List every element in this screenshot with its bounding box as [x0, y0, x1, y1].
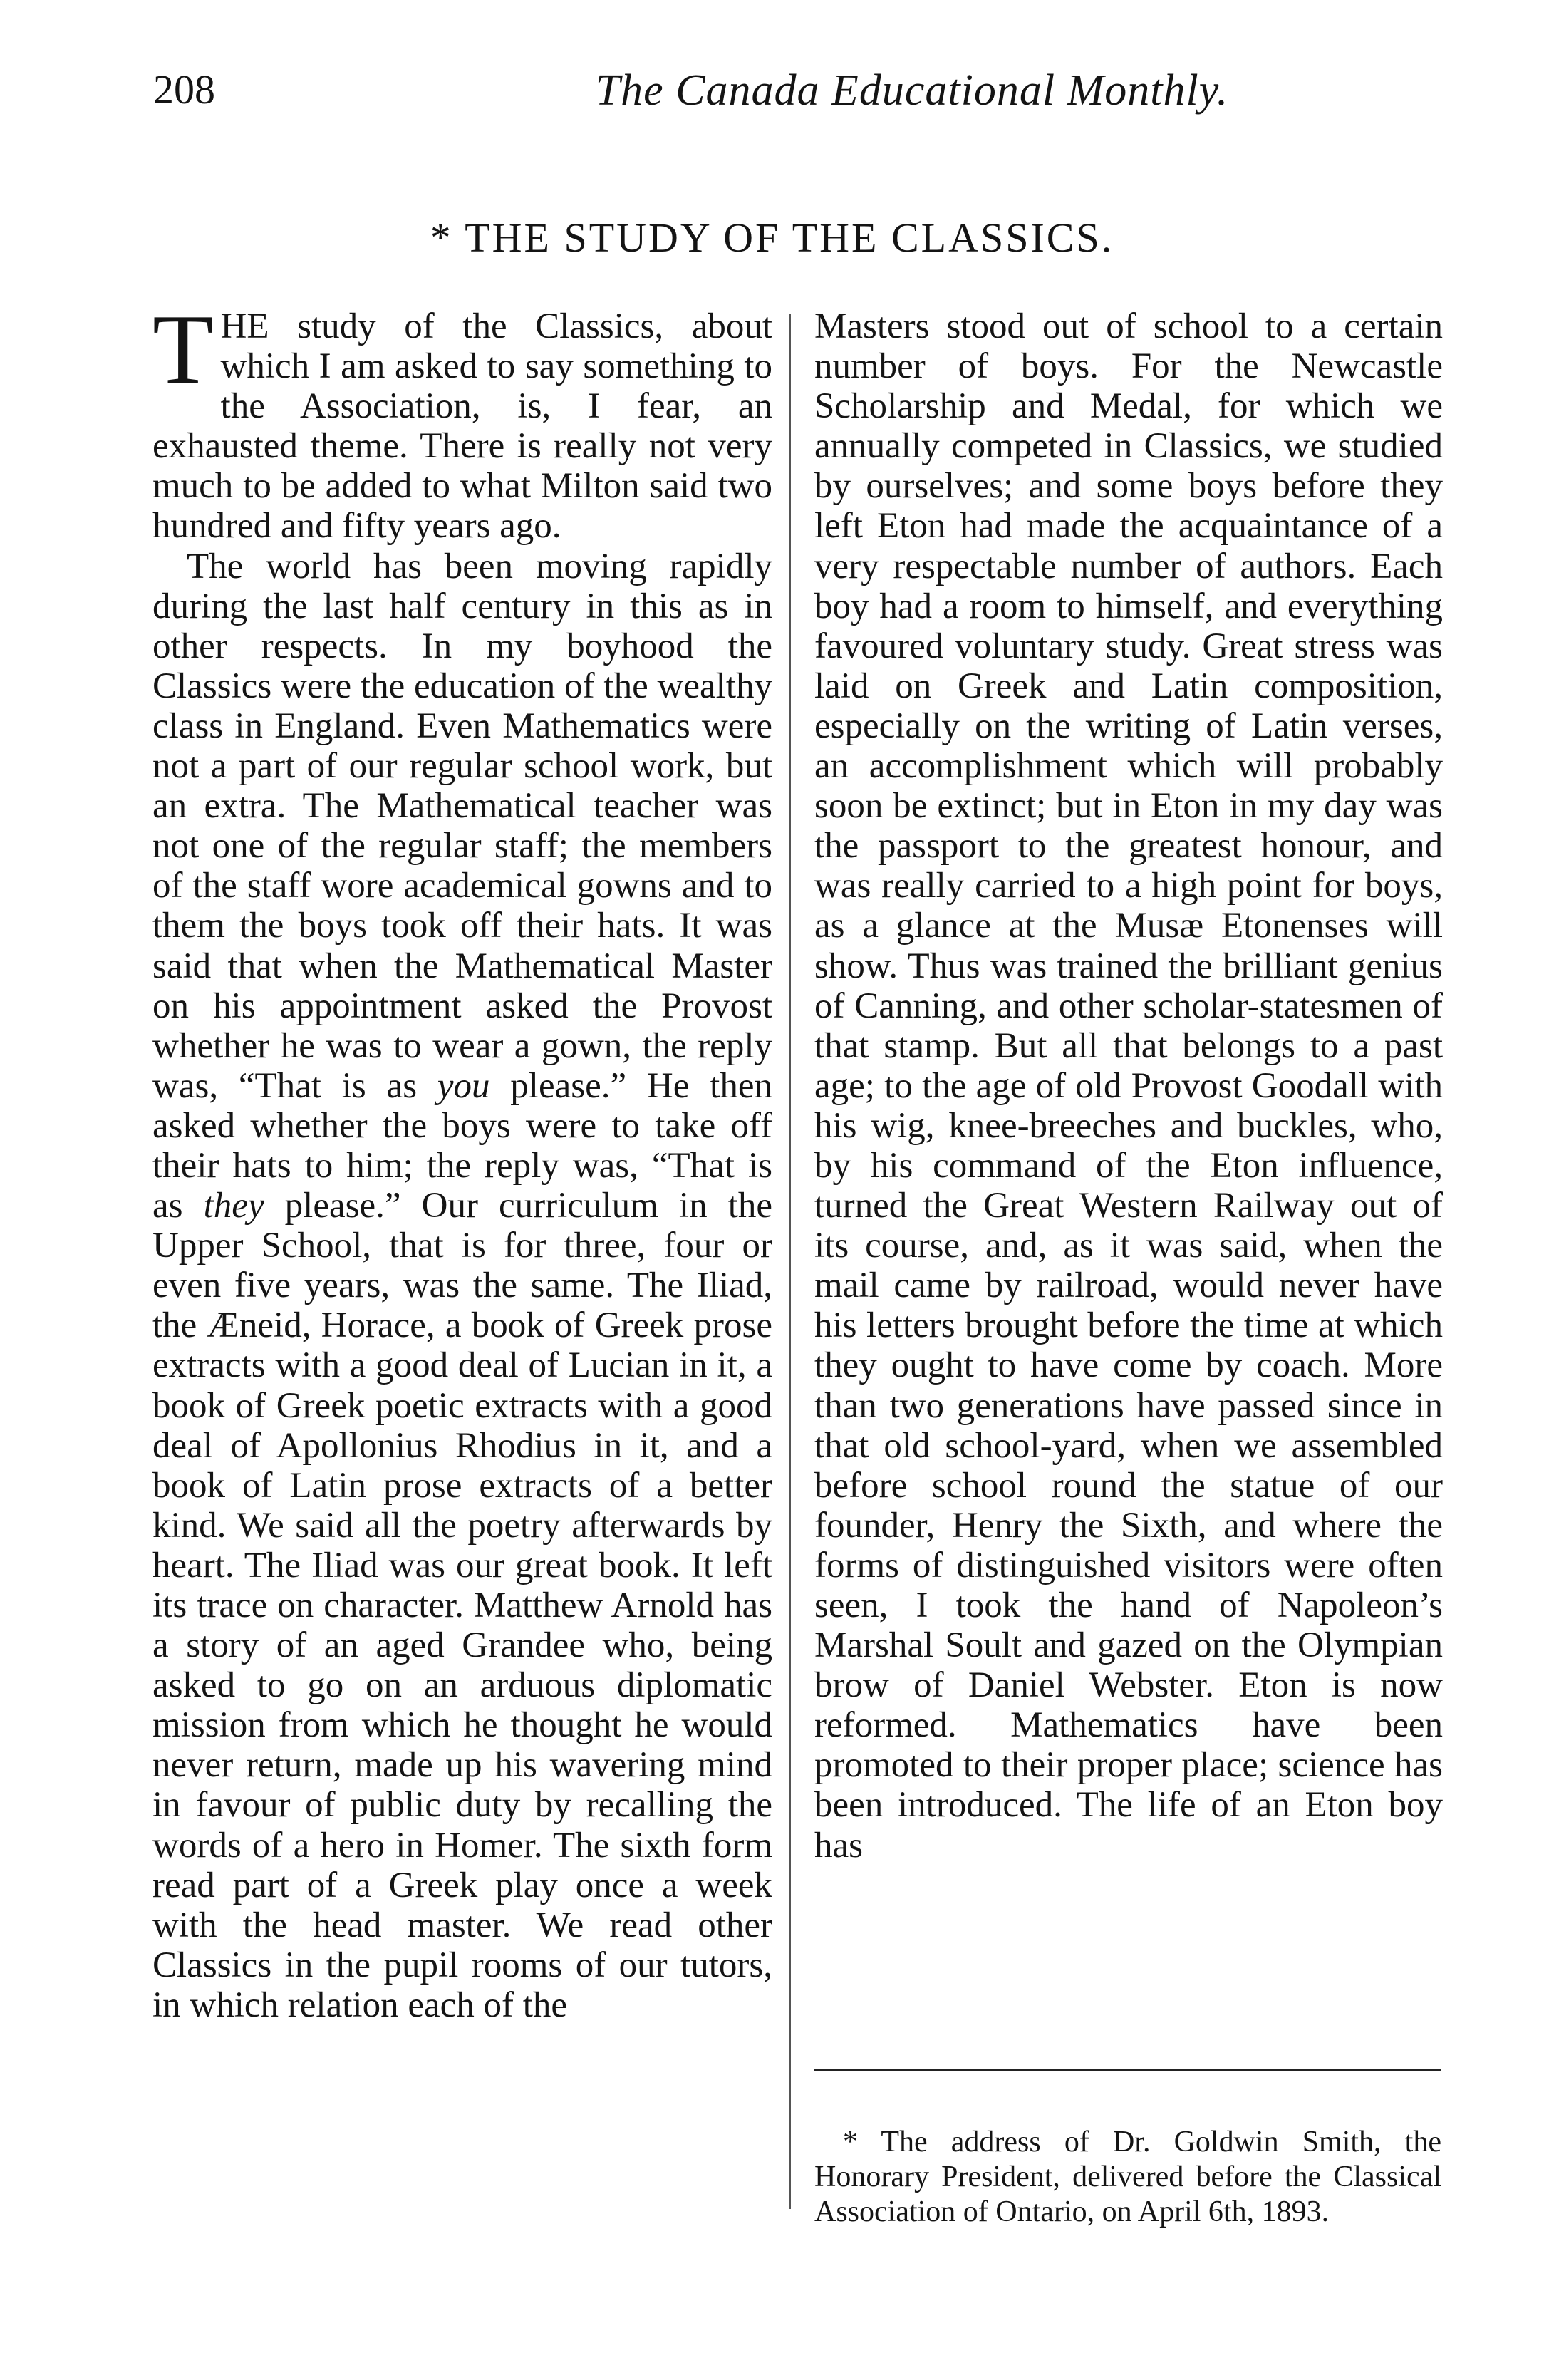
- footnote-divider: [814, 2069, 1441, 2071]
- right-column-text: Masters stood out of school to a certain number of boys. For the Newcastle Scholarship and Medal, for which we annually competed in Classics, we studied by ourselves; and some boys before they left Eton had made the acquaintance of a very respectable number of authors. Each boy had a room to himself, and everything favoured voluntary study. Great stress was laid on Greek and Latin composition, especially on the writing of Latin verses, an accomplishment which will probably soon be extinct; but in Eton in my day was the passport to the greatest honour, and was really carried to a high point for boys, as a glance at the Musæ Etonenses will show. Thus was trained the brilliant genius of Canning, and other scholar-statesmen of that stamp. But all that belongs to a past age; to the age of old Provost Goodall with his wig, knee-breeches and buckles, who, by his command of the Eton influence, turned the Great Western Railway out of its course, and, as it was said, when the mail came by railroad, would never have his letters brought before the time at which they ought to have come by coach. More than two generations have passed since in that old school-yard, when we assembled before school round the statue of our founder, Henry the Sixth, and where the forms of distinguished visitors were often seen, I took the hand of Napoleon’s Marshal Soult and gazed on the Olympian brow of Daniel Webster. Eton is now reformed. Mathematics have been promoted to their proper place; science has been introduced. The life of an Eton boy has: [814, 306, 1443, 1866]
- page-number: 208: [153, 66, 215, 113]
- paragraph-1: [152, 294, 772, 547]
- left-column: [152, 294, 772, 2025]
- footnote: [814, 2095, 1441, 2260]
- paragraph-2-text-a: The world has been moving rapidly during the last half century in this as in other respects. In my boyhood the Classics were the education of the wealthy class in England. Even Mathematics were not a part of our regular school work, but an extra. The Mathematical teacher was not one of the regular staff; the members of the staff wore academical gowns and to them the boys took off their hats. It was said that when the Mathematical Master on his appointment asked the Provost whether he was to wear a gown, the reply was, “That is as: [152, 546, 772, 1106]
- footnote-text: * The address of Dr. Goldwin Smith, the Honorary President, delivered before the Classical Association of Ontario, on April 6th, 1893.: [814, 2126, 1441, 2228]
- page-header: [153, 66, 1421, 144]
- paragraph-2-text-b: please.” He then asked whether the boys were to take off their hats to him; the reply was, “That is as: [152, 1065, 772, 1226]
- paragraph-2: [152, 547, 772, 2025]
- paragraph-2-text-c: please.” Our curriculum in the Upper School, that is for three, four or even five years, was the same. The Iliad, the Æneid, Horace, a book of Greek prose extracts with a good deal of Lucian in it, a book of Greek poetic extracts with a good deal of Apollonius Rhodius in it, and a book of Latin prose extracts of a better kind. We said all the poetry afterwards by heart. The Iliad was our great book. It left its trace on character. Matthew Arnold has a story of an aged Grandee who, being asked to go on an arduous diplomatic mission from which he thought he would never return, made up his wavering mind in favour of public duty by recalling the words of a hero in Homer. The sixth form read part of a Greek play once a week with the head master. We read other Classics in the pupil rooms of our tutors, in which relation each of the: [152, 1186, 772, 2025]
- article-title: * THE STUDY OF THE CLASSICS.: [430, 214, 1114, 261]
- journal-title: The Canada Educational Monthly.: [595, 66, 1229, 115]
- column-divider: [789, 314, 791, 2209]
- paragraph-1-text: HE study of the Classics, about which I am asked to say something to the Association, is, I fear, an exhausted theme. There is really not very much to be added to what Milton said two hundred and fifty years ago.: [152, 306, 772, 547]
- drop-cap: T: [152, 294, 214, 405]
- emphasis-you: you: [437, 1065, 490, 1106]
- emphasis-they: they: [203, 1186, 264, 1226]
- right-column: [814, 306, 1443, 1866]
